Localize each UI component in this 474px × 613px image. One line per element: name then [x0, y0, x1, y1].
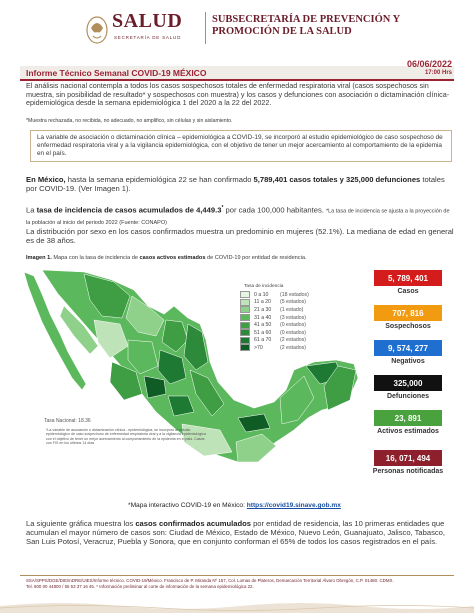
graph-intro-paragraph — [26, 519, 454, 546]
stat-personas-label: Personas notificadas — [372, 468, 444, 475]
confirmed-lead: En México, — [26, 175, 66, 184]
footer-decoration — [0, 596, 474, 613]
image-caption — [26, 255, 456, 261]
legend-range: 0 a 10 — [254, 291, 269, 298]
legend-row — [240, 314, 335, 322]
legend-swatch — [240, 306, 250, 313]
tasa-nacional: Tasa Nacional: 18.36 — [44, 418, 91, 424]
legend-count: (0 estados) — [280, 329, 306, 336]
incidence-rate: tasa de incidencia de casos acumulados de 4,449.3 — [36, 205, 222, 215]
intro-footnote: *Muestra rechazada, no recibida, no adecuado, no amplifico, sin células y sin aislamiento. — [26, 118, 233, 124]
intro-paragraph: El análisis nacional contempla a todos los casos sospechosos totales de enfermedad respiratoria viral (casos sospechosos sin muestra, sin posibilidad de resultado* y sospechosos con muestra) y los casos y defunciones con asociación o dictaminación clínica-epidemiológica desde la semana epidemiológica 1 del 2020 a la 22 del 2022. — [26, 81, 450, 108]
sex-distribution-paragraph: La distribución por sexo en los casos confirmados muestra un predominio en mujeres (52.1%). La mediana de edad en general es de 38 años. — [26, 227, 454, 245]
image-caption-bold: casos activos estimados — [139, 255, 206, 261]
image-caption-text-b: de COVID-19 por entidad de residencia. — [205, 255, 307, 261]
stat-activos-label: Activos estimados — [377, 428, 439, 435]
legend-count: (1 estado) — [280, 306, 304, 313]
confirmed-totals: 5,789,401 casos totales y 325,000 defunciones — [253, 175, 421, 184]
legend-range: >70 — [254, 344, 263, 351]
eagle-emblem-icon — [84, 10, 110, 46]
header-divider — [205, 12, 206, 44]
confirmed-text-c: totales por COVID-19. (Ver Imagen 1). — [26, 175, 445, 193]
image-caption-label: Imagen 1. — [26, 255, 52, 261]
stat-casos-label: Casos — [397, 288, 419, 295]
stat-defunciones-label: Defunciones — [386, 393, 429, 400]
report-date: 06/06/2022 — [406, 59, 452, 69]
logo-subtext: SECRETARÍA DE SALUD — [114, 35, 182, 40]
graph-text-b: por entidad de residencia, las 10 primeras entidades que acumulan el mayor número de casos son: Ciudad de México, Estado de México, Nuevo León, Guanajuato, Jalisco, Tabasco, San Luis Potosí, Veracruz, Puebla y Sonora, que en conjunto conforman el 65% de todos los casos registrados en el país. — [26, 519, 446, 546]
map-legend — [240, 284, 335, 352]
interactive-map-label: *Mapa interactivo COVID-19 en México: — [128, 502, 247, 509]
legend-swatch — [240, 314, 250, 321]
stat-negativos-value: 9, 574, 277 — [374, 340, 442, 356]
legend-range: 11 a 20 — [254, 299, 271, 306]
legend-swatch — [240, 291, 250, 298]
graph-bold: casos confirmados acumulados — [135, 519, 251, 528]
incidence-sup: * — [221, 205, 224, 211]
logo-text: SALUD — [112, 10, 183, 32]
stat-personas-value: 16, 071, 494 — [374, 450, 442, 466]
stat-defunciones-value: 325,000 — [374, 375, 442, 391]
interactive-map-caption — [128, 502, 341, 509]
image-caption-text-a: Mapa con la tasa de incidencia de — [51, 255, 140, 261]
legend-range: 31 a 40 — [254, 314, 272, 321]
stat-activos-value: 23, 891 — [374, 410, 442, 426]
legend-row — [240, 291, 335, 299]
legend-count: (2 estados) — [280, 344, 306, 351]
incidence-source-note: *La tasa de incidencia se ajusta a la proyección de la población al inicio del periodo 2022 (Fuente: CONAPO) — [26, 208, 450, 226]
legend-range: 61 a 70 — [254, 337, 272, 344]
footer-line-1: SSA/SPPS/DGE/DIE/InDRE/UIES/Informe técnico. COVID-19/México. Francisco de P. Miranda Nº 157, Col. Lomas de Plateros, Demarcación Territorial Álvaro Obregón, C.P. 01480. CDMX. — [26, 578, 394, 583]
boxed-note: La variable de asociación o dictaminación clínica – epidemiológica a COVID-19, se incorporó al estudio epidemiológico de caso sospechoso de enfermedad respiratoria viral y a la vigilancia epidemiológica, con el objetivo de tener un mejor acercamiento al comportamiento de la epidemia en el país. — [30, 130, 452, 162]
legend-count: (0 estados) — [280, 322, 306, 329]
subsecretaria-title: SUBSECRETARÍA DE PREVENCIÓN Y PROMOCIÓN DE LA SALUD — [212, 14, 400, 37]
legend-swatch — [240, 322, 250, 329]
legend-title: Tasa de incidencia — [244, 284, 284, 289]
legend-count: (3 estados) — [280, 314, 306, 321]
footer-divider — [20, 575, 454, 576]
incidence-text-a: La — [26, 205, 37, 215]
stats-panel — [370, 270, 446, 485]
legend-row — [240, 329, 335, 337]
stat-sospechosos-value: 707, 816 — [374, 305, 442, 321]
legend-row — [240, 344, 335, 352]
footer — [26, 578, 454, 589]
legend-row — [240, 337, 335, 345]
legend-count: (5 estados) — [280, 299, 306, 306]
legend-range: 41 a 50 — [254, 322, 272, 329]
legend-row — [240, 321, 335, 329]
legend-swatch — [240, 337, 250, 344]
legend-row — [240, 306, 335, 314]
graph-text-a: La siguiente gráfica muestra los — [26, 519, 136, 528]
report-title: Informe Técnico Semanal COVID-19 MÉXICO — [26, 68, 207, 78]
legend-swatch — [240, 329, 250, 336]
stat-negativos-label: Negativos — [391, 358, 425, 365]
legend-count: (18 estados) — [280, 291, 309, 298]
stat-sospechosos-label: Sospechosos — [385, 323, 431, 330]
stat-casos-value: 5, 789, 401 — [374, 270, 442, 286]
legend-count: (2 estados) — [280, 337, 306, 344]
confirmed-paragraph — [26, 175, 454, 193]
confirmed-text-a: hasta la semana epidemiológica 22 se han confirmado — [65, 175, 254, 184]
salud-logo — [84, 8, 199, 50]
incidence-paragraph — [26, 204, 454, 228]
footer-line-2: Tel. 800 00 44800 / 55 53 37 16 45. * Información preliminar al corte de información de la semana epidemiológica 22. — [26, 583, 254, 589]
legend-range: 51 a 60 — [254, 329, 272, 336]
legend-range: 21 a 30 — [254, 306, 272, 313]
incidence-text-c: por cada 100,000 habitantes. — [223, 205, 326, 215]
legend-row — [240, 299, 335, 307]
legend-swatch — [240, 299, 250, 306]
interactive-map-link[interactable]: https://covid19.sinave.gob.mx — [246, 502, 341, 509]
map-footnote: *La variable de asociación o dictaminación clínica - epidemiológica, se incorporó al estudio epidemiológico de caso sospechoso de enfermedad respiratoria viral y a la vigilancia epidemiológica con el objetivo de tener un mejor acercamiento al comportamiento de la epidemia en el país. Casos con FIS en los últimos 14 días — [46, 428, 206, 446]
legend-swatch — [240, 344, 250, 351]
report-time: 17:00 Hrs — [424, 70, 452, 76]
